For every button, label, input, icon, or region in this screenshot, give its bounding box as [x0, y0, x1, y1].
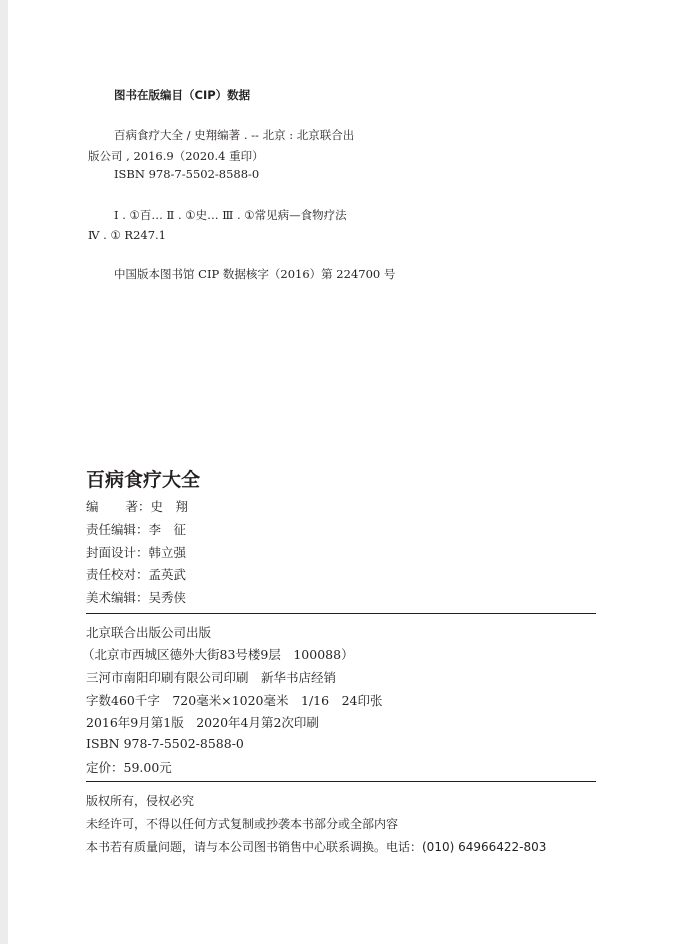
divider	[86, 781, 596, 782]
divider	[86, 613, 596, 614]
cip-line: 版公司 , 2016.9（2020.4 重印）	[88, 149, 264, 163]
cip-isbn: ISBN 978-7-5502-8588-0	[114, 167, 260, 181]
credit-role: 编著	[86, 499, 138, 514]
quality-contact-notice: 本书若有质量问题，请与本公司图书销售中心联系调换。电话：(010) 64966422-803	[86, 840, 547, 854]
credit-art-editor	[86, 588, 186, 606]
credit-name: 史 翔	[150, 499, 189, 514]
cip-classification-code: Ⅳ . ① R247.1	[88, 228, 167, 242]
book-title: 百病食疗大全	[86, 469, 201, 491]
format-line: 字数460千字 720毫米×1020毫米 1/16 24印张	[86, 693, 383, 708]
credit-name: 吴秀侠	[148, 590, 187, 605]
cip-heading: 图书在版编目（CIP）数据	[114, 88, 251, 102]
cip-classification: Ⅰ . ①百… Ⅱ . ①史… Ⅲ . ①常见病—食物疗法	[114, 208, 347, 222]
printer-line: 三河市南阳印刷有限公司印刷 新华书店经销	[86, 670, 337, 685]
edition-line: 2016年9月第1版 2020年4月第2次印刷	[86, 715, 319, 730]
credit-name: 孟英武	[148, 567, 187, 582]
isbn-line: ISBN 978-7-5502-8588-0	[86, 736, 244, 751]
credit-role: 责任校对：	[86, 567, 149, 582]
credit-role: 美术编辑：	[86, 590, 149, 605]
cip-line: 百病食疗大全 / 史翔编著 . -- 北京 : 北京联合出	[114, 128, 355, 142]
credit-name: 李 征	[148, 522, 187, 537]
credit-role: 封面设计：	[86, 545, 149, 560]
copyright-notice: 版权所有，侵权必究	[86, 794, 195, 808]
credit-colon: ：	[138, 499, 151, 514]
credit-name: 韩立强	[148, 545, 187, 560]
cip-record-number: 中国版本图书馆 CIP 数据核字（2016）第 224700 号	[114, 267, 396, 281]
credit-role: 责任编辑：	[86, 522, 149, 537]
credit-editor	[86, 520, 186, 538]
credit-author	[86, 497, 188, 515]
publisher-line: 北京联合出版公司出版	[86, 625, 212, 640]
reproduction-notice: 未经许可，不得以任何方式复制或抄袭本书部分或全部内容	[86, 817, 399, 831]
publisher-address: （北京市西城区德外大街83号楼9层 100088）	[82, 647, 354, 662]
credit-proofreader	[86, 565, 186, 583]
price-line: 定价：59.00元	[86, 760, 172, 775]
credit-cover-design	[86, 543, 186, 561]
page-edge	[0, 0, 8, 944]
